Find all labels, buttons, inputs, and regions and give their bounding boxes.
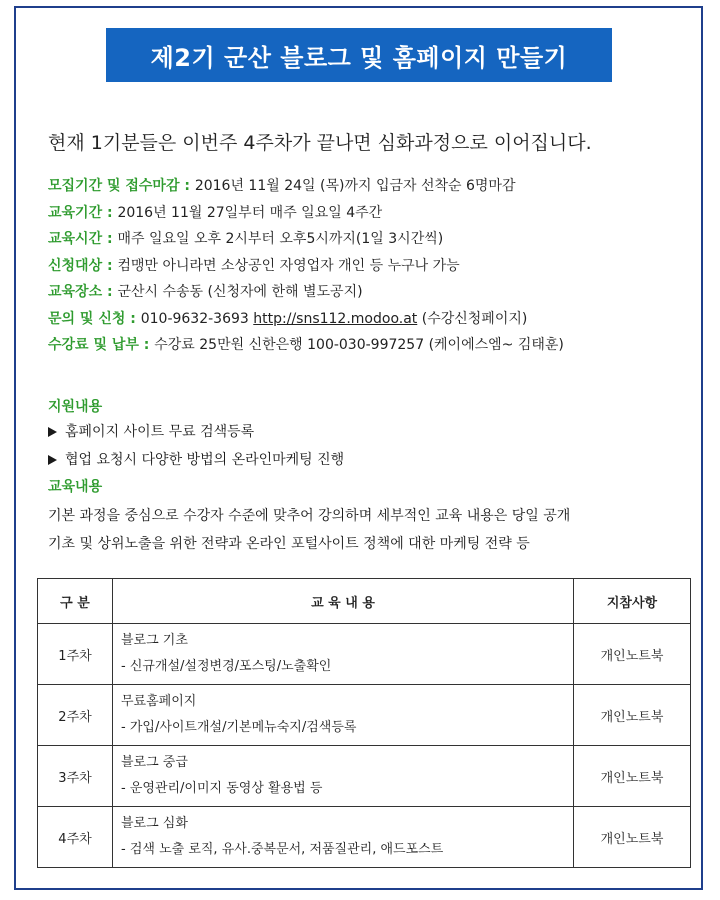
info-value: 컴맹만 아니라면 소상공인 자영업자 개인 등 누구나 가능 <box>117 257 460 274</box>
row-title: 무료홈페이지 <box>121 694 197 709</box>
table-header-row <box>38 579 691 624</box>
education-heading: 교육내용 <box>48 479 103 495</box>
row-prep: 개인노트북 <box>574 746 691 807</box>
info-label: 교육기간 : <box>48 204 118 221</box>
row-prep: 개인노트북 <box>574 807 691 868</box>
table-row <box>38 685 691 746</box>
info-value: 수강료 25만원 신한은행 100-030-997257 (케이에스엠~ 김태훈) <box>154 337 564 353</box>
row-title: 블로그 심화 <box>121 816 188 831</box>
table-row <box>38 746 691 807</box>
info-recruit-period <box>48 176 698 203</box>
row-title: 블로그 중급 <box>121 755 188 770</box>
description-line: 기초 및 상위노출을 위한 전략과 온라인 포털사이트 정책에 대한 마케팅 전략 등 <box>48 536 530 552</box>
header-prep: 지참사항 <box>574 579 691 624</box>
info-value: 군산시 수송동 (신청자에 한해 별도공지) <box>117 284 363 300</box>
row-title: 블로그 기초 <box>121 633 188 648</box>
page-title: 제2기 군산 블로그 및 홈페이지 만들기 <box>106 28 612 82</box>
info-label: 교육시간 : <box>48 231 118 247</box>
row-prep: 개인노트북 <box>574 624 691 685</box>
list-item-text: 협업 요청시 다양한 방법의 온라인마케팅 진행 <box>65 452 345 468</box>
row-detail: - 신규개설/설정변경/포스팅/노출확인 <box>121 659 332 674</box>
info-location <box>48 282 698 309</box>
row-content <box>113 624 574 685</box>
row-content <box>113 746 574 807</box>
signup-link[interactable]: http://sns112.modoo.at <box>253 310 418 327</box>
intro-text: 현재 1기분들은 이번주 4주차가 끝나면 심화과정으로 이어집니다. <box>48 132 592 154</box>
support-list <box>48 422 344 478</box>
info-education-time <box>48 229 698 256</box>
schedule-table <box>37 578 691 868</box>
list-item <box>48 450 344 478</box>
info-value: 매주 일요일 오후 2시부터 오후5시까지(1일 3시간씩) <box>117 231 444 247</box>
info-label: 문의 및 신청 : <box>48 310 141 327</box>
info-contact <box>48 309 698 336</box>
row-content <box>113 685 574 746</box>
info-list <box>48 176 698 362</box>
info-label: 수강료 및 납부 : <box>48 337 155 353</box>
info-fee <box>48 335 698 362</box>
row-detail: - 운영관리/이미지 동영상 활용법 등 <box>121 781 323 796</box>
info-label: 모집기간 및 접수마감 : <box>48 178 195 194</box>
arrow-right-icon <box>48 427 57 437</box>
row-content <box>113 807 574 868</box>
description-line: 기본 과정을 중심으로 수강자 수준에 맞추어 강의하며 세부적인 교육 내용은 당일 공개 <box>48 508 571 524</box>
row-week: 4주차 <box>38 807 113 868</box>
row-prep: 개인노트북 <box>574 685 691 746</box>
row-detail: - 검색 노출 로직, 유사.중복문서, 저품질관리, 애드포스트 <box>121 842 444 857</box>
table-row <box>38 807 691 868</box>
contact-note: (수강신청페이지) <box>417 310 528 327</box>
table-row <box>38 624 691 685</box>
info-education-period <box>48 203 698 230</box>
arrow-right-icon <box>48 455 57 465</box>
info-value: 2016년 11월 27일부터 매주 일요일 4주간 <box>117 204 383 221</box>
info-label: 신청대상 : <box>48 257 118 274</box>
header-week: 구 분 <box>38 579 113 624</box>
list-item-text: 홈페이지 사이트 무료 검색등록 <box>65 424 255 440</box>
row-week: 2주차 <box>38 685 113 746</box>
row-detail: - 가입/사이트개설/기본메뉴숙지/검색등록 <box>121 720 357 735</box>
header-content: 교 육 내 용 <box>113 579 574 624</box>
info-value: 2016년 11월 24일 (목)까지 입금자 선착순 6명마감 <box>194 178 516 194</box>
education-description <box>48 502 698 558</box>
row-week: 1주차 <box>38 624 113 685</box>
list-item <box>48 422 344 450</box>
info-target <box>48 256 698 283</box>
support-heading: 지원내용 <box>48 399 103 415</box>
row-week: 3주차 <box>38 746 113 807</box>
info-label: 교육장소 : <box>48 284 118 300</box>
contact-phone: 010-9632-3693 <box>140 310 254 327</box>
